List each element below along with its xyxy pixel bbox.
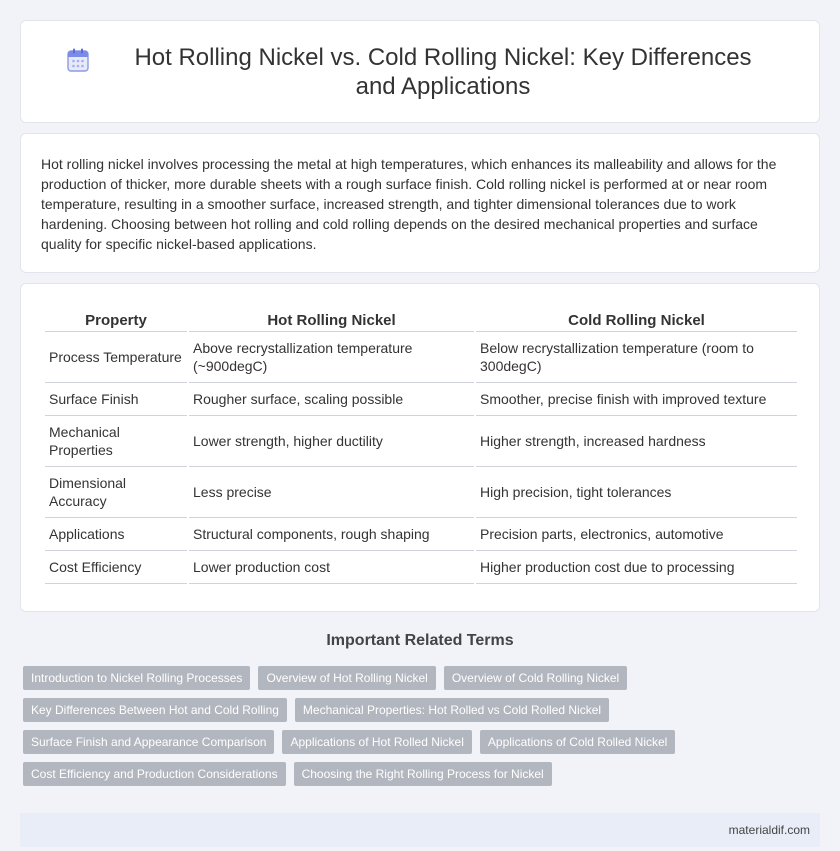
cell-hot: Lower strength, higher ductility (189, 416, 474, 467)
footer (20, 813, 820, 847)
related-terms-title: Important Related Terms (326, 632, 514, 649)
header (67, 43, 773, 101)
cell-cold: Higher strength, increased hardness (476, 416, 797, 467)
tag-overview-cold[interactable]: Overview of Cold Rolling Nickel (444, 666, 627, 690)
tag-key-differences[interactable]: Key Differences Between Hot and Cold Rolling (23, 698, 287, 722)
header-cold-rolling: Cold Rolling Nickel (476, 300, 797, 332)
table-row (45, 383, 797, 416)
table-row (45, 518, 797, 551)
tag-surface-finish[interactable]: Surface Finish and Appearance Comparison (23, 730, 274, 754)
cell-property: Surface Finish (45, 383, 187, 416)
table-row (45, 551, 797, 584)
intro-paragraph: Hot rolling nickel involves processing the metal at high temperatures, which enhances its malleability and allows for the production of thicker, more durable sheets with a rough surface finish. Cold rolling nickel is performed at or near room temperature, resulting in a smoother surface, increased strength, and tighter dimensional tolerances due to work hardening. Choosing between hot rolling and cold rolling depends on the desired mechanical properties and surface quality for specific nickel-based applications. (41, 156, 777, 252)
table-row (45, 416, 797, 467)
tag-intro-rolling[interactable]: Introduction to Nickel Rolling Processes (23, 666, 250, 690)
cell-property: Process Temperature (45, 332, 187, 383)
related-terms-tags (20, 666, 800, 794)
comparison-table (43, 300, 799, 584)
cell-hot: Structural components, rough shaping (189, 518, 474, 551)
cell-cold: Precision parts, electronics, automotive (476, 518, 797, 551)
cell-cold: Smoother, precise finish with improved texture (476, 383, 797, 416)
cell-property: Dimensional Accuracy (45, 467, 187, 518)
page-title: Hot Rolling Nickel vs. Cold Rolling Nickel: Key Differences and Applications (134, 43, 752, 100)
table-row (45, 467, 797, 518)
tag-applications-cold[interactable]: Applications of Cold Rolled Nickel (480, 730, 675, 754)
cell-property: Applications (45, 518, 187, 551)
intro-card (20, 133, 820, 273)
cell-property: Mechanical Properties (45, 416, 187, 467)
comparison-card (20, 283, 820, 612)
calendar-icon (67, 48, 89, 72)
cell-hot: Above recrystallization temperature (~900degC) (189, 332, 474, 383)
tag-choosing-process[interactable]: Choosing the Right Rolling Process for Nickel (294, 762, 552, 786)
tag-mechanical-properties[interactable]: Mechanical Properties: Hot Rolled vs Cold Rolled Nickel (295, 698, 609, 722)
cell-hot: Less precise (189, 467, 474, 518)
cell-hot: Rougher surface, scaling possible (189, 383, 474, 416)
cell-cold: High precision, tight tolerances (476, 467, 797, 518)
header-property: Property (45, 300, 187, 332)
cell-cold: Below recrystallization temperature (room to 300degC) (476, 332, 797, 383)
tag-applications-hot[interactable]: Applications of Hot Rolled Nickel (282, 730, 471, 754)
cell-property: Cost Efficiency (45, 551, 187, 584)
table-row (45, 332, 797, 383)
cell-cold: Higher production cost due to processing (476, 551, 797, 584)
header-card (20, 20, 820, 123)
table-header-row (45, 300, 797, 332)
footer-site-link[interactable]: materialdif.com (728, 823, 810, 837)
cell-hot: Lower production cost (189, 551, 474, 584)
header-hot-rolling: Hot Rolling Nickel (189, 300, 474, 332)
tag-overview-hot[interactable]: Overview of Hot Rolling Nickel (258, 666, 435, 690)
tag-cost-efficiency[interactable]: Cost Efficiency and Production Considerations (23, 762, 286, 786)
